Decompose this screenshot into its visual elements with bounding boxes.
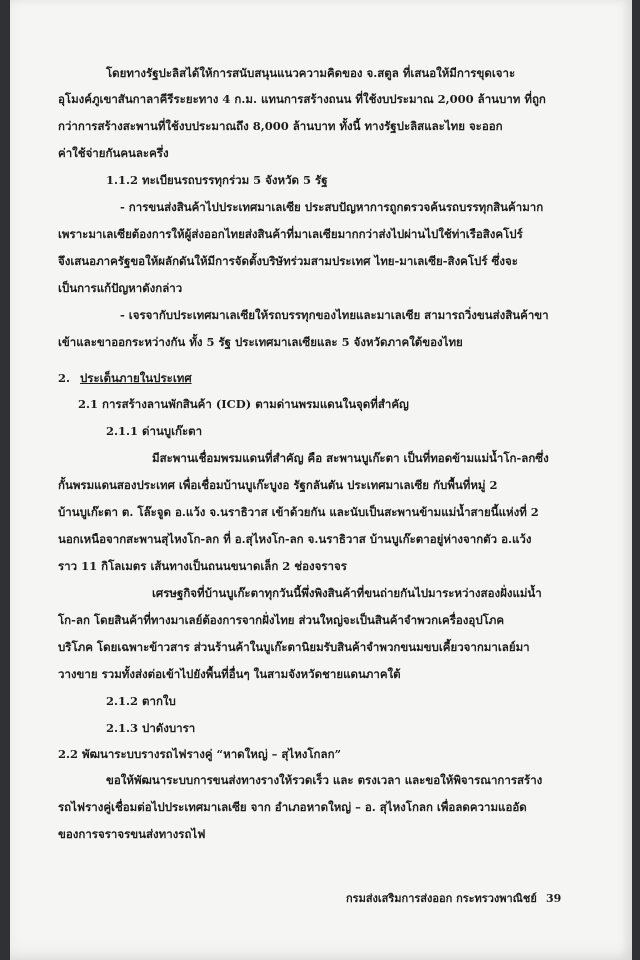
- subsection-heading: 2.1.2 ตากใบ: [106, 694, 176, 708]
- paragraph-line: จึงเสนอภาครัฐขอให้ผลักดันให้มีการจัดตั้งบริษัทร่วมสามประเทศ ไทย-มาเลเซีย-สิงคโปร์ ซึ่งจะ: [58, 254, 518, 268]
- paragraph-line: อุโมงค์ภูเขาสันกาลาคีรีระยะทาง 4 ก.ม. แทนการสร้างถนน ที่ใช้งบประมาณ 2,000 ล้านบาท ที่ถูก: [58, 92, 546, 106]
- paragraph-line: บ้านบูเก๊ะตา ต. โล๊ะจูด อ.แว้ง จ.นราธิวาส เข้าด้วยกัน และนับเป็นสะพานข้ามแม่น้ำสายนี้แห่งที่ 2: [58, 505, 539, 519]
- section-number: 2.: [58, 371, 71, 385]
- subsection-heading: 1.1.2 ทะเบียนรถบรรทุกร่วม 5 จังหวัด 5 รัฐ: [106, 173, 328, 187]
- paragraph-line: เศรษฐกิจที่บ้านบูเก๊ะตาทุกวันนี้พึ่งพิงสินค้าที่ขนถ่ายกันไปมาระหว่างสองฝั่งแม่น้ำ: [152, 586, 542, 600]
- subsection-heading: 2.2 พัฒนาระบบรางรถไฟรางคู่ “หาดใหญ่ – สุไหงโกลก”: [58, 747, 342, 761]
- paragraph-line: กั้นพรมแดนสองประเทศ เพื่อเชื่อมบ้านบูเก๊ะบูงอ รัฐกลันตัน ประเทศมาเลเซีย กับพื้นที่หมู่ 2: [58, 478, 498, 492]
- paragraph-line: เป็นการแก้ปัญหาดังกล่าว: [58, 281, 183, 295]
- paragraph-line: ค่าใช้จ่ายกันคนละครึ่ง: [58, 146, 169, 160]
- footer-organization: กรมส่งเสริมการส่งออก กระทรวงพาณิชย์: [346, 892, 537, 905]
- paragraph-line: รถไฟรางคู่เชื่อมต่อไปประเทศมาเลเซีย จาก อำเภอหาดใหญ่ – อ. สุไหงโกลก เพื่อลดความแออัด: [58, 800, 527, 814]
- subsection-heading: 2.1.3 ปาดังบารา: [106, 721, 196, 735]
- paragraph-line: ขอให้พัฒนาระบบการขนส่งทางรางให้รวดเร็ว และ ตรงเวลา และขอให้พิจารณาการสร้าง: [106, 773, 543, 787]
- paragraph-line: เพราะมาเลเซียต้องการให้ผู้ส่งออกไทยส่งสินค้าที่มาเลเซียมากกว่าส่งไปผ่านไปใช้ท่าเรือสิงคโปร์: [58, 227, 523, 241]
- paragraph-line: ของการจราจรขนส่งทางรถไฟ: [58, 827, 206, 841]
- paragraph-line: - เจรจากับประเทศมาเลเซียให้รถบรรทุกของไทยและมาเลเซีย สามารถวิ่งขนส่งสินค้าขา: [120, 308, 549, 322]
- paragraph-line: นอกเหนือจากสะพานสุไหงโก-ลก ที่ อ.สุไหงโก-ลก จ.นราธิวาส บ้านบูเก๊ะตาอยู่ห่างจากตัว อ.แว้ง: [58, 532, 532, 546]
- paragraph-line: - การขนส่งสินค้าไปประเทศมาเลเซีย ประสบปัญหาการถูกตรวจค้นรถบรรทุกสินค้ามาก: [120, 200, 544, 214]
- paragraph-line: ราว 11 กิโลเมตร เส้นทางเป็นถนนขนาดเล็ก 2 ช่องจราจร: [58, 559, 347, 573]
- paragraph-line: กว่าการสร้างสะพานที่ใช้งบประมาณถึง 8,000 ล้านบาท ทั้งนี้ ทางรัฐปะลิสและไทย จะออก: [58, 119, 503, 133]
- document-page: [10, 0, 632, 960]
- paragraph-line: มีสะพานเชื่อมพรมแดนที่สำคัญ คือ สะพานบูเก๊ะตา เป็นที่ทอดข้ามแม่น้ำโก-ลกซึ่ง: [152, 451, 549, 465]
- paragraph-line: วางขาย รวมทั้งส่งต่อเข้าไปยังพื้นที่อื่นๆ ในสามจังหวัดชายแดนภาคใต้: [58, 667, 401, 681]
- subsection-heading: 2.1.1 ด่านบูเก๊ะตา: [106, 424, 203, 438]
- page-number: 39: [546, 892, 562, 905]
- paragraph-line: โดยทางรัฐปะลิสได้ให้การสนับสนุนแนวความคิดของ จ.สตูล ที่เสนอให้มีการขุดเจาะ: [106, 66, 516, 80]
- paragraph-line: โก-ลก โดยสินค้าที่ทางมาเลย์ต้องการจากฝั่งไทย ส่วนใหญ่จะเป็นสินค้าจำพวกเครื่องอุปโภค: [58, 613, 505, 627]
- paragraph-line: บริโภค โดยเฉพาะข้าวสาร ส่วนร้านค้าในบูเก๊ะตานิยมรับสินค้าจำพวกขนมขบเคี้ยวจากมาเลย์มา: [58, 640, 530, 654]
- paragraph-line: เข้าและขาออกระหว่างกัน ทั้ง 5 รัฐ ประเทศมาเลเซียและ 5 จังหวัดภาคใต้ของไทย: [58, 335, 463, 349]
- section-title: ประเด็นภายในประเทศ: [80, 371, 192, 385]
- subsection-heading: 2.1 การสร้างลานพักสินค้า (ICD) ตามด่านพรมแดนในจุดที่สำคัญ: [78, 397, 409, 411]
